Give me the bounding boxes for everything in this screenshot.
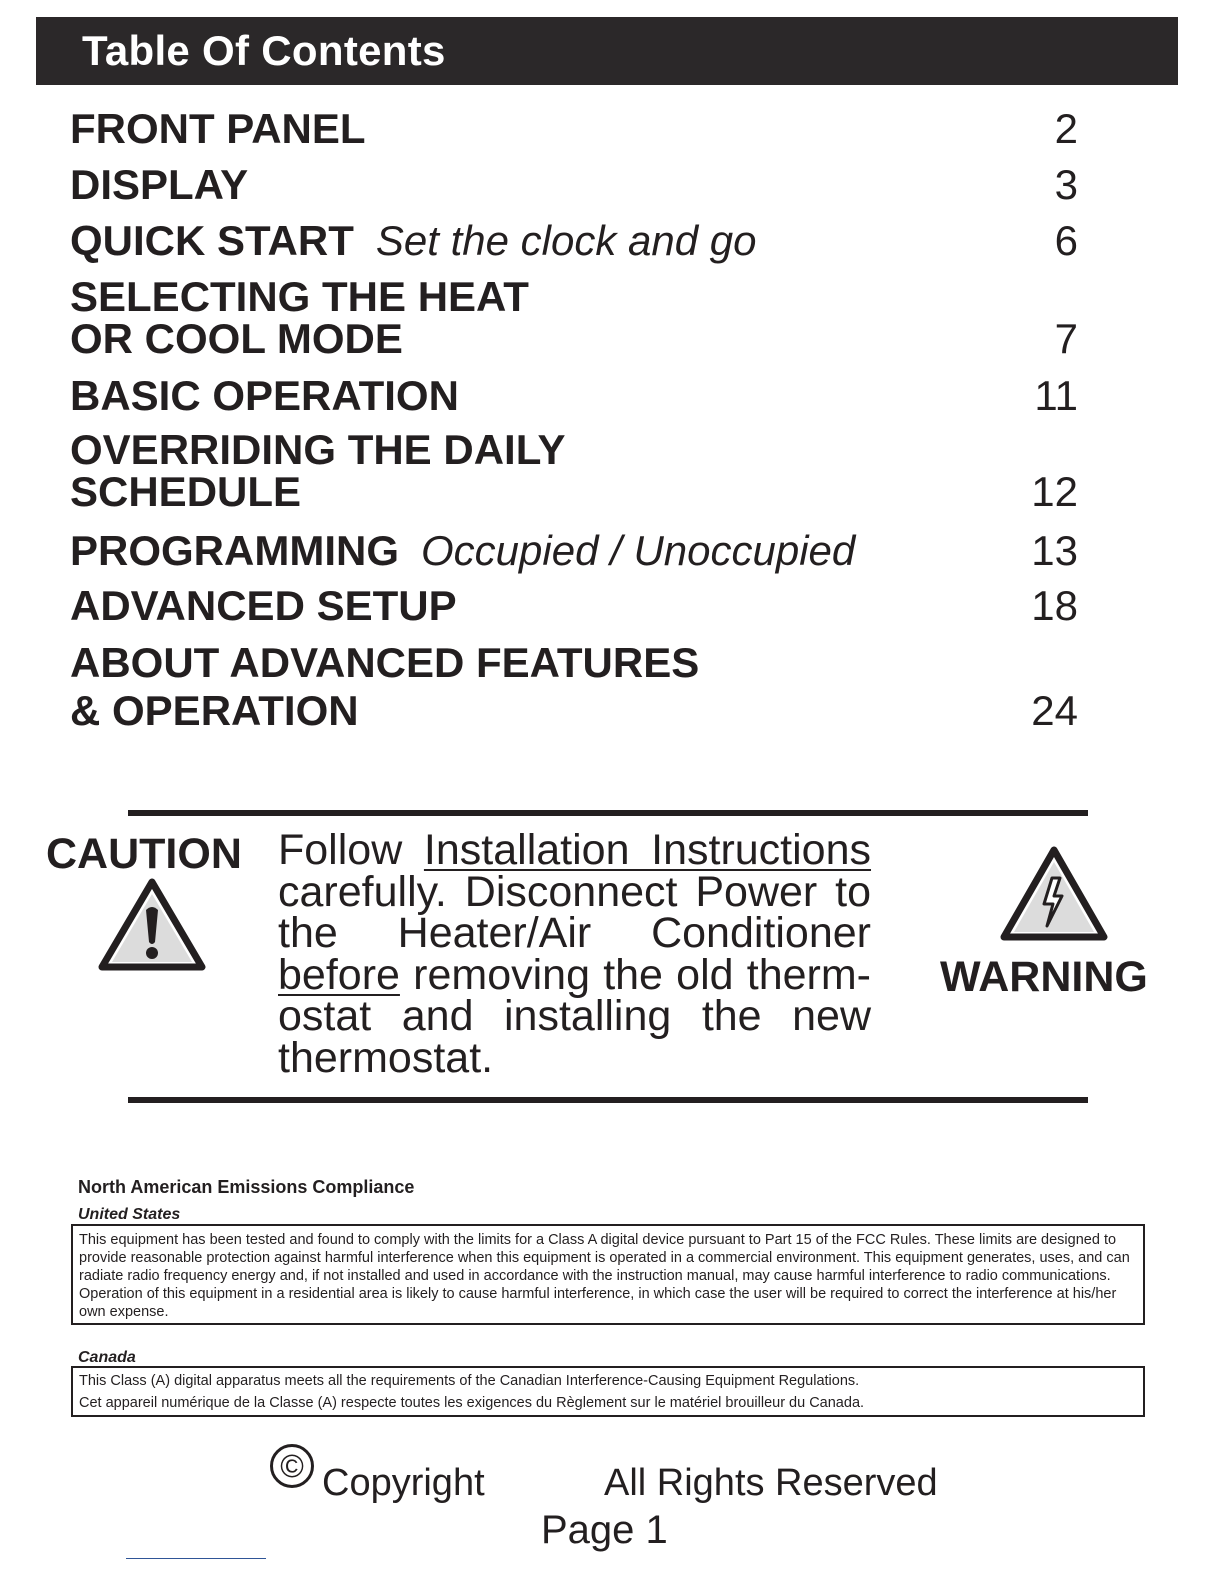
toc-entry-page: 13 [1031, 527, 1078, 574]
toc-entry-title-line-2: OR COOL MODE [70, 315, 403, 362]
toc-entry-page: 12 [1031, 468, 1078, 515]
toc-entry-title-line-1: ABOUT ADVANCED FEATURES [70, 639, 700, 686]
caution-bottom-rule [128, 1097, 1088, 1103]
page-number: Page 1 [541, 1508, 668, 1552]
rights-reserved-text: All Rights Reserved [604, 1462, 938, 1504]
toc-entry-advanced-setup[interactable] [70, 582, 1080, 629]
copyright-icon: © [270, 1444, 314, 1488]
toc-entry-page: 7 [1054, 315, 1078, 362]
toc-entry-page: 18 [1031, 582, 1078, 629]
caution-top-rule [128, 810, 1088, 816]
toc-entry-page: 3 [1054, 161, 1078, 208]
toc-entry-title: QUICK START [70, 217, 354, 264]
exclamation-triangle-icon [98, 878, 206, 972]
toc-entry-title: ADVANCED SETUP [70, 582, 457, 629]
installation-instructions-link[interactable]: Installation Instructions [423, 826, 872, 874]
toc-entry-page: 2 [1054, 105, 1078, 152]
toc-entry-page: 11 [1034, 372, 1078, 419]
us-notice-text: This equipment has been tested and found to comply with the limits for a Class A digital device pursuant to Part 15 of the FCC Rules. These limits are designed to provide reasonable protection against harmful interference when this equipment is operated in a commercial environment. This equipment generates, uses, and can radiate radio frequency energy and, if not installed and used in accordance with the instruction manual, may cause harmful interference to radio communications. Operation of this equipment in a residential area is likely to cause harmful interference, in which case the user will be required to correct the interference at his/her own expense. [79, 1232, 1130, 1320]
lightning-triangle-icon [1000, 846, 1108, 942]
page-title: Table Of Contents [82, 27, 446, 74]
toc-entry-title: FRONT PANEL [70, 105, 366, 152]
us-notice-box [71, 1224, 1145, 1325]
table-of-contents [0, 0, 1224, 760]
caution-text-emphasis: before [278, 950, 400, 999]
caution-text-part: carefully. Disconnect Power to the Heater/Air Conditioner [278, 867, 871, 957]
canada-notice-text-fr: Cet appareil numérique de la Classe (A) respecte toutes les exigences du Règlement sur le matériel brouilleur du Canada. [79, 1395, 865, 1411]
toc-entry-title: PROGRAMMING [70, 527, 399, 574]
warning-label: WARNING [940, 953, 1148, 1001]
toc-entry-title: BASIC OPERATION [70, 372, 459, 419]
caution-text-part: removing the old therm-ostat and installing the new thermostat. [278, 950, 871, 1082]
canada-notice-text-en: This Class (A) digital apparatus meets all the requirements of the Canadian Interference-Causing Equipment Regulations. [79, 1373, 860, 1389]
toc-entry-subtitle: Set the clock and go [375, 217, 757, 264]
canada-section-label: Canada [78, 1349, 136, 1366]
emissions-title: North American Emissions Compliance [78, 1177, 415, 1197]
toc-entry-advanced-features[interactable] [70, 639, 1080, 734]
toc-entry-page: 24 [1031, 687, 1078, 734]
caution-label: CAUTION [46, 830, 242, 878]
canada-notice-box [71, 1366, 1145, 1417]
copyright-text: Copyright [322, 1462, 485, 1504]
toc-entry-programming[interactable] [70, 527, 1080, 574]
toc-entry-page: 6 [1054, 217, 1078, 264]
caution-text-part: Follow [278, 826, 403, 874]
toc-entry-title-line-2: & OPERATION [70, 687, 359, 734]
toc-entry-selecting-mode[interactable] [70, 273, 1080, 362]
toc-entry-title-line-1: OVERRIDING THE DAILY [70, 426, 566, 473]
toc-entry-basic-operation[interactable] [70, 372, 1080, 419]
toc-entry-display[interactable] [70, 161, 1080, 208]
toc-entry-title-line-1: SELECTING THE HEAT [70, 273, 529, 320]
toc-entry-overriding-schedule[interactable] [70, 426, 1080, 515]
toc-entry-title-line-2: SCHEDULE [70, 468, 302, 515]
us-section-label: United States [78, 1206, 181, 1223]
toc-entry-front-panel[interactable] [70, 105, 1080, 152]
toc-entry-title: DISPLAY [70, 161, 249, 208]
caution-message [278, 826, 872, 1082]
toc-entry-quick-start[interactable] [70, 217, 1080, 264]
footer-divider [126, 1558, 266, 1559]
toc-entry-subtitle: Occupied / Unoccupied [421, 527, 856, 574]
